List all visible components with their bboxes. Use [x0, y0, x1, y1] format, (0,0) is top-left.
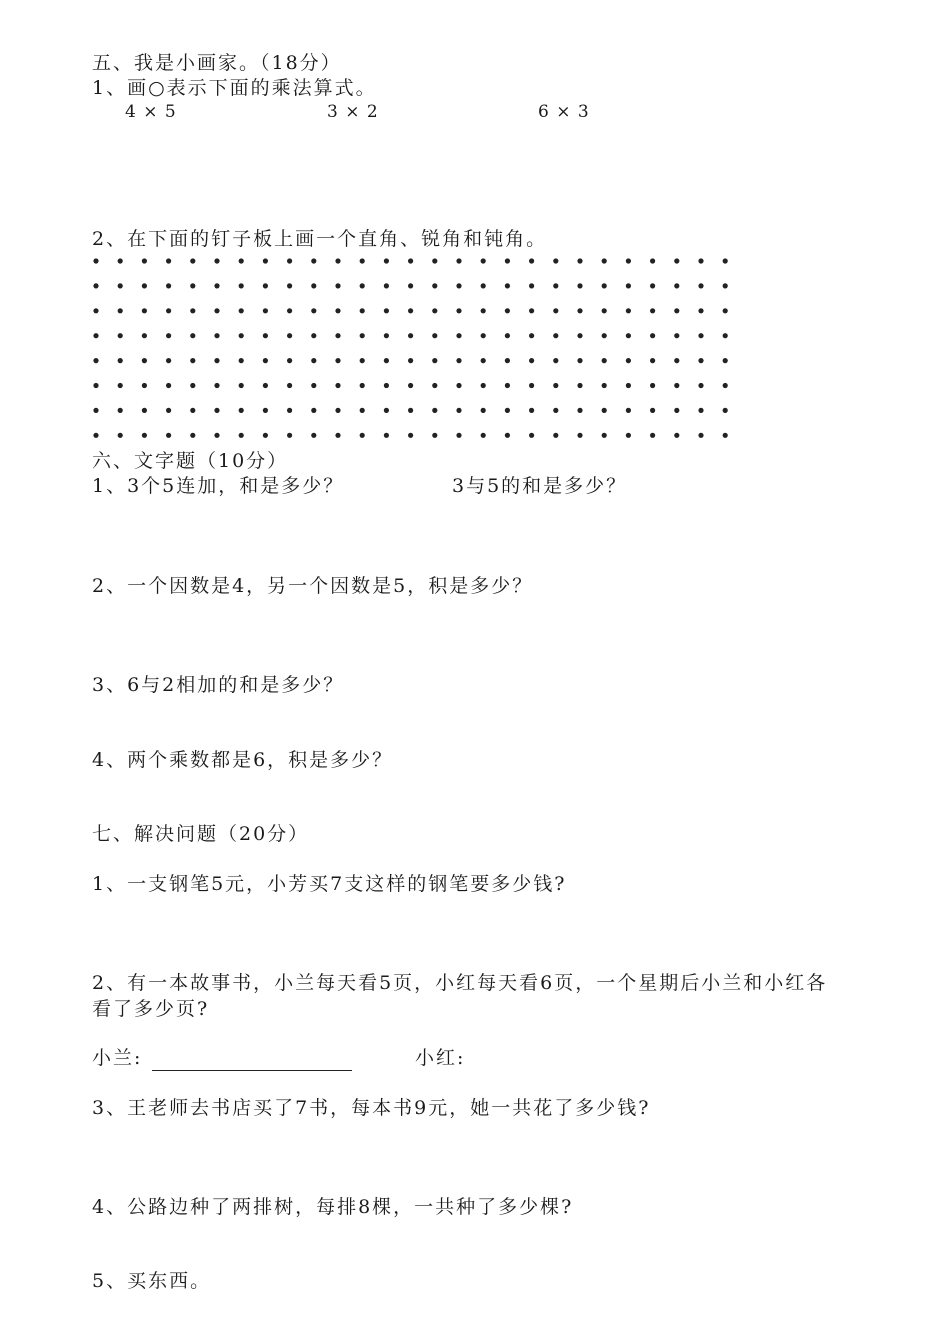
peg-dot[interactable]	[214, 258, 219, 263]
section6-title: 六、文字题（10分）	[92, 450, 289, 472]
section7-q2-line1: 2、有一本故事书，小兰每天看5页，小红每天看6页，一个星期后小兰和小红各	[92, 972, 828, 994]
peg-dot[interactable]	[384, 333, 389, 338]
peg-dot[interactable]	[166, 258, 171, 263]
peg-dot[interactable]	[456, 408, 461, 413]
peg-dot[interactable]	[190, 308, 195, 313]
peg-dot[interactable]	[118, 283, 123, 288]
peg-dot[interactable]	[481, 258, 486, 263]
peg-dot[interactable]	[456, 358, 461, 363]
peg-dot[interactable]	[650, 283, 655, 288]
section7-q4: 4、公路边种了两排树，每排8棵，一共种了多少棵?	[92, 1196, 574, 1218]
peg-dot[interactable]	[93, 308, 98, 313]
peg-dot[interactable]	[142, 283, 147, 288]
peg-dot[interactable]	[602, 333, 607, 338]
peg-dot[interactable]	[190, 358, 195, 363]
peg-dot[interactable]	[287, 333, 292, 338]
peg-dot[interactable]	[287, 308, 292, 313]
peg-dot[interactable]	[311, 408, 316, 413]
peg-dot[interactable]	[239, 408, 244, 413]
section6-q3: 3、6与2相加的和是多少？	[92, 674, 345, 696]
peg-dot[interactable]	[553, 408, 558, 413]
peg-dot[interactable]	[239, 383, 244, 388]
peg-dot[interactable]	[408, 358, 413, 363]
peg-dot[interactable]	[626, 433, 631, 438]
peg-dot[interactable]	[239, 358, 244, 363]
peg-dot[interactable]	[384, 258, 389, 263]
peg-dot[interactable]	[723, 283, 728, 288]
peg-dot[interactable]	[577, 283, 582, 288]
peg-dot[interactable]	[335, 333, 340, 338]
peg-dot[interactable]	[529, 333, 534, 338]
peg-dot[interactable]	[602, 283, 607, 288]
peg-dot[interactable]	[698, 433, 703, 438]
peg-dot[interactable]	[311, 258, 316, 263]
section5-title: 五、我是小画家。（18分）	[92, 52, 342, 74]
peg-dot[interactable]	[166, 308, 171, 313]
peg-dot[interactable]	[529, 408, 534, 413]
peg-dot[interactable]	[360, 358, 365, 363]
peg-dot[interactable]	[408, 333, 413, 338]
peg-dot[interactable]	[698, 308, 703, 313]
peg-dot[interactable]	[408, 283, 413, 288]
peg-dot[interactable]	[529, 308, 534, 313]
peg-dot[interactable]	[239, 433, 244, 438]
peg-dot[interactable]	[190, 433, 195, 438]
peg-dot[interactable]	[723, 333, 728, 338]
peg-dot[interactable]	[456, 333, 461, 338]
peg-dot[interactable]	[650, 383, 655, 388]
peg-dot[interactable]	[263, 333, 268, 338]
peg-dot[interactable]	[239, 308, 244, 313]
peg-dot[interactable]	[626, 383, 631, 388]
peg-dot[interactable]	[360, 258, 365, 263]
peg-dot[interactable]	[674, 383, 679, 388]
peg-dot[interactable]	[505, 433, 510, 438]
peg-dot[interactable]	[505, 308, 510, 313]
peg-dot[interactable]	[408, 258, 413, 263]
peg-dot[interactable]	[93, 433, 98, 438]
expression-3: 6 × 3	[538, 102, 590, 122]
peg-dot[interactable]	[553, 383, 558, 388]
peg-dot[interactable]	[626, 333, 631, 338]
section7-q2-line2: 看了多少页?	[92, 998, 210, 1020]
section7-title: 七、解决问题（20分）	[92, 823, 310, 845]
peg-dot[interactable]	[650, 333, 655, 338]
peg-dot[interactable]	[311, 383, 316, 388]
peg-dot[interactable]	[335, 433, 340, 438]
peg-dot[interactable]	[287, 358, 292, 363]
peg-dot[interactable]	[626, 308, 631, 313]
peg-dot[interactable]	[190, 408, 195, 413]
peg-dot[interactable]	[674, 258, 679, 263]
section6-q2: 2、一个因数是4，另一个因数是5，积是多少？	[92, 575, 534, 597]
section5-q1-text: 1、画○表示下面的乘法算式。	[92, 77, 377, 99]
peg-dot[interactable]	[650, 258, 655, 263]
peg-dot[interactable]	[481, 308, 486, 313]
section6-q4: 4、两个乘数都是6，积是多少？	[92, 749, 394, 771]
peg-dot[interactable]	[505, 383, 510, 388]
peg-dot[interactable]	[190, 258, 195, 263]
peg-dot[interactable]	[263, 258, 268, 263]
peg-dot[interactable]	[698, 408, 703, 413]
peg-dot[interactable]	[335, 358, 340, 363]
peg-dot[interactable]	[335, 408, 340, 413]
section6-q1b: 3与5的和是多少？	[452, 475, 628, 497]
peg-dot[interactable]	[674, 358, 679, 363]
peg-dot[interactable]	[481, 383, 486, 388]
peg-dot[interactable]	[432, 308, 437, 313]
peg-dot[interactable]	[626, 408, 631, 413]
peg-dot[interactable]	[311, 308, 316, 313]
peg-dot[interactable]	[723, 408, 728, 413]
peg-dot[interactable]	[118, 258, 123, 263]
peg-dot[interactable]	[577, 258, 582, 263]
peg-dot[interactable]	[650, 358, 655, 363]
peg-dot[interactable]	[335, 283, 340, 288]
peg-dot[interactable]	[384, 383, 389, 388]
peg-dot[interactable]	[650, 308, 655, 313]
peg-dot[interactable]	[674, 433, 679, 438]
section7-q5: 5、买东西。	[92, 1270, 212, 1292]
peg-dot[interactable]	[723, 358, 728, 363]
peg-dot[interactable]	[214, 308, 219, 313]
peg-dot[interactable]	[360, 433, 365, 438]
peg-dot[interactable]	[311, 333, 316, 338]
peg-dot[interactable]	[118, 408, 123, 413]
peg-dot[interactable]	[602, 408, 607, 413]
peg-dot[interactable]	[142, 308, 147, 313]
peg-dot[interactable]	[142, 358, 147, 363]
peg-dot[interactable]	[239, 258, 244, 263]
peg-dot[interactable]	[263, 283, 268, 288]
peg-dot[interactable]	[384, 408, 389, 413]
peg-dot[interactable]	[263, 408, 268, 413]
peg-dot[interactable]	[263, 358, 268, 363]
peg-dot[interactable]	[698, 358, 703, 363]
peg-dot[interactable]	[311, 358, 316, 363]
answer-row-xiaolan	[92, 1045, 352, 1071]
peg-dot[interactable]	[456, 283, 461, 288]
peg-dot[interactable]	[602, 358, 607, 363]
peg-dot[interactable]	[166, 358, 171, 363]
peg-dot[interactable]	[118, 333, 123, 338]
peg-dot[interactable]	[674, 408, 679, 413]
peg-dot[interactable]	[214, 433, 219, 438]
peg-dot[interactable]	[166, 383, 171, 388]
xiaolan-label: 小兰:	[92, 1047, 143, 1069]
peg-dot[interactable]	[577, 408, 582, 413]
peg-dot[interactable]	[118, 383, 123, 388]
peg-dot[interactable]	[553, 258, 558, 263]
peg-dot[interactable]	[118, 358, 123, 363]
peg-dot[interactable]	[214, 358, 219, 363]
peg-dot[interactable]	[529, 383, 534, 388]
peg-dot[interactable]	[408, 408, 413, 413]
peg-dot[interactable]	[287, 433, 292, 438]
peg-dot[interactable]	[505, 258, 510, 263]
section6-q1a: 1、3个5连加，和是多少？	[92, 475, 345, 497]
peg-dot[interactable]	[335, 258, 340, 263]
peg-dot[interactable]	[674, 308, 679, 313]
peg-dot[interactable]	[287, 283, 292, 288]
peg-dot[interactable]	[239, 333, 244, 338]
peg-dot[interactable]	[481, 283, 486, 288]
peg-dot[interactable]	[723, 308, 728, 313]
peg-dot[interactable]	[481, 333, 486, 338]
peg-dot[interactable]	[118, 308, 123, 313]
peg-dot[interactable]	[723, 258, 728, 263]
peg-dot[interactable]	[335, 383, 340, 388]
peg-dot[interactable]	[190, 333, 195, 338]
peg-dot[interactable]	[360, 408, 365, 413]
peg-dot[interactable]	[602, 308, 607, 313]
peg-dot[interactable]	[577, 333, 582, 338]
xiaohong-label: 小红:	[415, 1047, 466, 1069]
peg-dot[interactable]	[481, 433, 486, 438]
peg-dot[interactable]	[577, 308, 582, 313]
peg-dot[interactable]	[553, 308, 558, 313]
peg-dot[interactable]	[408, 433, 413, 438]
peg-dot[interactable]	[408, 308, 413, 313]
peg-dot[interactable]	[553, 433, 558, 438]
peg-dot[interactable]	[166, 433, 171, 438]
peg-dot[interactable]	[384, 433, 389, 438]
peg-dot[interactable]	[505, 283, 510, 288]
peg-dot[interactable]	[432, 258, 437, 263]
peg-dot[interactable]	[335, 308, 340, 313]
peg-dot[interactable]	[553, 333, 558, 338]
peg-dot[interactable]	[263, 308, 268, 313]
peg-dot[interactable]	[93, 258, 98, 263]
xiaolan-answer-blank[interactable]	[152, 1050, 352, 1071]
expression-1: 4 × 5	[125, 102, 177, 122]
peg-dot[interactable]	[674, 283, 679, 288]
peg-dot[interactable]	[118, 433, 123, 438]
peg-dot[interactable]	[214, 283, 219, 288]
peg-dot[interactable]	[456, 308, 461, 313]
peg-dot[interactable]	[505, 408, 510, 413]
peg-dot[interactable]	[723, 433, 728, 438]
section5-q2-text: 2、在下面的钉子板上画一个直角、锐角和钝角。	[92, 228, 548, 250]
peg-dot[interactable]	[650, 433, 655, 438]
peg-dot[interactable]	[360, 383, 365, 388]
peg-dot[interactable]	[553, 283, 558, 288]
peg-dot[interactable]	[166, 333, 171, 338]
peg-dot[interactable]	[93, 283, 98, 288]
peg-dot[interactable]	[93, 333, 98, 338]
section7-q3: 3、王老师去书店买了7书，每本书9元，她一共花了多少钱?	[92, 1097, 651, 1119]
peg-dot[interactable]	[456, 383, 461, 388]
peg-dot[interactable]	[698, 258, 703, 263]
peg-dot[interactable]	[214, 408, 219, 413]
peg-dot[interactable]	[481, 408, 486, 413]
peg-dot[interactable]	[432, 283, 437, 288]
peg-dot[interactable]	[626, 358, 631, 363]
peg-dot[interactable]	[505, 358, 510, 363]
peg-dot[interactable]	[263, 433, 268, 438]
peg-dot[interactable]	[626, 258, 631, 263]
peg-dot[interactable]	[505, 333, 510, 338]
peg-dot[interactable]	[287, 408, 292, 413]
peg-dot[interactable]	[698, 383, 703, 388]
peg-dot[interactable]	[214, 333, 219, 338]
peg-dot[interactable]	[577, 383, 582, 388]
peg-dot[interactable]	[602, 433, 607, 438]
peg-dot[interactable]	[529, 433, 534, 438]
peg-dot[interactable]	[214, 383, 219, 388]
peg-dot[interactable]	[384, 308, 389, 313]
peg-dot[interactable]	[698, 333, 703, 338]
peg-dot[interactable]	[529, 258, 534, 263]
peg-dot[interactable]	[142, 333, 147, 338]
peg-dot[interactable]	[577, 433, 582, 438]
peg-dot[interactable]	[287, 383, 292, 388]
peg-dot[interactable]	[166, 408, 171, 413]
peg-dot[interactable]	[456, 258, 461, 263]
peg-dot[interactable]	[142, 408, 147, 413]
peg-dot[interactable]	[481, 358, 486, 363]
peg-dot[interactable]	[93, 408, 98, 413]
peg-dot[interactable]	[190, 283, 195, 288]
peg-dot[interactable]	[626, 283, 631, 288]
peg-dot[interactable]	[384, 358, 389, 363]
peg-dot[interactable]	[311, 283, 316, 288]
peg-dot[interactable]	[190, 383, 195, 388]
peg-dot[interactable]	[408, 383, 413, 388]
expression-2: 3 × 2	[327, 102, 379, 122]
peg-dot[interactable]	[432, 358, 437, 363]
peg-dot[interactable]	[360, 333, 365, 338]
peg-dot[interactable]	[142, 258, 147, 263]
peg-dot[interactable]	[432, 433, 437, 438]
peg-dot[interactable]	[166, 283, 171, 288]
peg-dot[interactable]	[360, 283, 365, 288]
peg-dot[interactable]	[553, 358, 558, 363]
peg-dot[interactable]	[577, 358, 582, 363]
peg-dot[interactable]	[142, 433, 147, 438]
peg-dot[interactable]	[674, 333, 679, 338]
peg-dot[interactable]	[602, 258, 607, 263]
section7-q1: 1、一支钢笔5元，小芳买7支这样的钢笔要多少钱?	[92, 873, 567, 895]
peg-dot[interactable]	[529, 358, 534, 363]
peg-dot[interactable]	[384, 283, 389, 288]
peg-dot[interactable]	[311, 433, 316, 438]
peg-dot[interactable]	[263, 383, 268, 388]
peg-dot[interactable]	[93, 383, 98, 388]
peg-dot[interactable]	[529, 283, 534, 288]
peg-dot[interactable]	[239, 283, 244, 288]
peg-dot[interactable]	[360, 308, 365, 313]
peg-dot[interactable]	[650, 408, 655, 413]
peg-dot[interactable]	[432, 333, 437, 338]
peg-dot[interactable]	[93, 358, 98, 363]
peg-dot[interactable]	[287, 258, 292, 263]
peg-dot[interactable]	[456, 433, 461, 438]
peg-dot[interactable]	[698, 283, 703, 288]
peg-dot[interactable]	[723, 383, 728, 388]
peg-dot[interactable]	[432, 383, 437, 388]
peg-dot[interactable]	[432, 408, 437, 413]
peg-dot[interactable]	[142, 383, 147, 388]
peg-dot[interactable]	[602, 383, 607, 388]
